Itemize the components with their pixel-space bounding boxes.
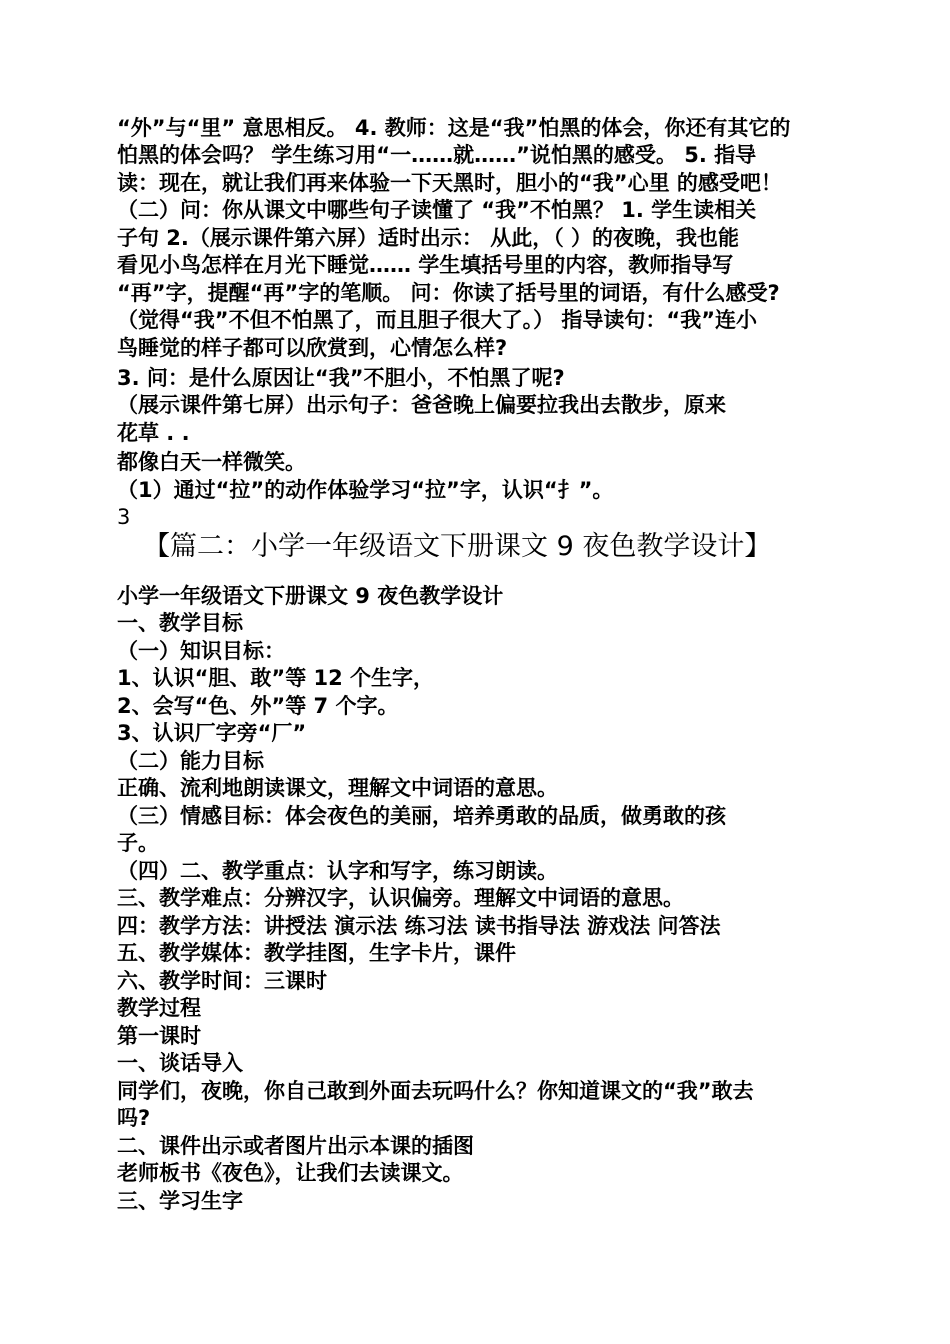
- text-line: 花草 . .: [117, 421, 190, 445]
- text-line: 怕黑的体会吗？ 学生练习用“一……就……”说怕黑的感受。 5. 指导: [117, 143, 757, 167]
- document-title: 小学一年级语文下册课文 9 夜色教学设计: [117, 584, 504, 608]
- text-line: 读：现在，就让我们再来体验一下天黑时，胆小的“我”心里 的感受吧！: [117, 171, 782, 195]
- text-line: 四：教学方法：讲授法 演示法 练习法 读书指导法 游戏法 问答法: [117, 914, 721, 938]
- text-line: “再”字，提醒“再”字的笔顺。 问：你读了括号里的词语，有什么感受?: [117, 281, 780, 305]
- text-line: 看见小鸟怎样在月光下睡觉…… 学生填括号里的内容，教师指导写: [117, 253, 734, 277]
- text-line: 第一课时: [117, 1024, 201, 1048]
- text-line: （二）问：你从课文中哪些句子读懂了 “我”不怕黑？ 1. 学生读相关: [117, 198, 757, 222]
- text-line: 一、谈话导入: [117, 1051, 243, 1075]
- text-line: （展示课件第七屏）出示句子：爸爸晚上偏要拉我出去散步，原来: [117, 393, 726, 417]
- text-line: 正确、流利地朗读课文，理解文中词语的意思。: [117, 776, 558, 800]
- text-line: 鸟睡觉的样子都可以欣赏到，心情怎么样?: [117, 336, 508, 360]
- text-line: 都像白天一样微笑。: [117, 450, 306, 474]
- text-line: 二、课件出示或者图片出示本课的插图: [117, 1134, 474, 1158]
- text-line: 一、教学目标: [117, 611, 243, 635]
- text-line: （1）通过“拉”的动作体验学习“拉”字，认识“扌”。: [117, 478, 614, 502]
- text-line: 3、认识厂字旁“厂”: [117, 721, 307, 745]
- text-line: （一）知识目标：: [117, 639, 285, 663]
- text-line: 五、教学媒体：教学挂图，生字卡片，课件: [117, 941, 516, 965]
- text-line: 教学过程: [117, 996, 201, 1020]
- text-line: 子。: [117, 831, 159, 855]
- text-line: 六、教学时间：三课时: [117, 969, 327, 993]
- text-line: （觉得“我”不但不怕黑了，而且胆子很大了。） 指导读句：“我”连小: [117, 308, 758, 332]
- text-line: 三、学习生字: [117, 1189, 243, 1213]
- text-line: 三、教学难点：分辨汉字，认识偏旁。理解文中词语的意思。: [117, 886, 684, 910]
- text-line: 子句 2.（展示课件第六屏）适时出示： 从此，（ ）的夜晚，我也能: [117, 226, 740, 250]
- text-line: （三）情感目标：体会夜色的美丽，培养勇敢的品质，做勇敢的孩: [117, 804, 726, 828]
- text-line: 1、认识“胆、敢”等 12 个生字，: [117, 666, 435, 690]
- page-number: 3: [117, 505, 131, 529]
- text-line: 老师板书《夜色》，让我们去读课文。: [117, 1161, 464, 1185]
- text-line: “外”与“里” 意思相反。 4. 教师：这是“我”怕黑的体会，你还有其它的: [117, 116, 791, 140]
- section-heading: 【篇二：小学一年级语文下册课文 9 夜色教学设计】: [143, 531, 772, 562]
- text-line: 3. 问：是什么原因让“我”不胆小，不怕黑了呢?: [117, 366, 565, 390]
- text-line: （二）能力目标: [117, 749, 264, 773]
- text-line: 2、会写“色、外”等 7 个字。: [117, 694, 399, 718]
- text-line: 同学们，夜晚，你自己敢到外面去玩吗什么？你知道课文的“我”敢去: [117, 1079, 754, 1103]
- text-line: （四）二、教学重点：认字和写字，练习朗读。: [117, 859, 558, 883]
- text-line: 吗?: [117, 1106, 151, 1130]
